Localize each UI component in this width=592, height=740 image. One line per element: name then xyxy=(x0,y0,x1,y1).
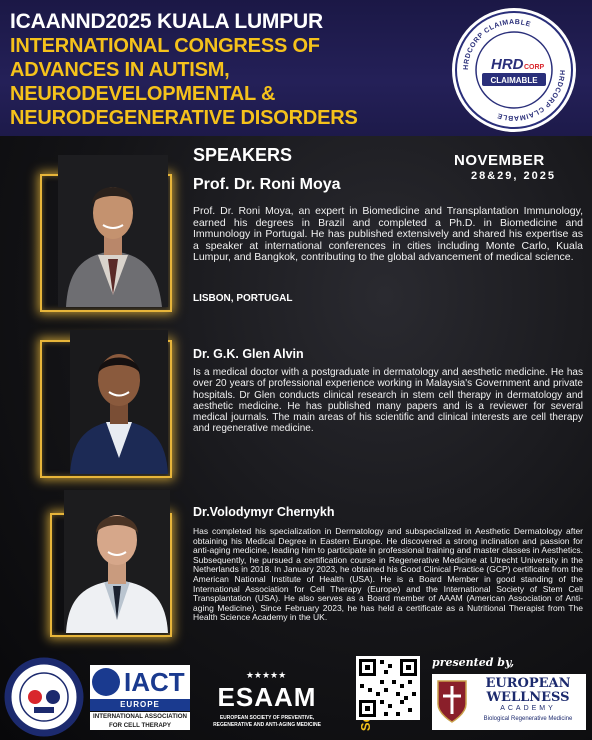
stem-cell-association-seal xyxy=(4,657,84,737)
speaker-location-1: LISBON, PORTUGAL xyxy=(193,293,293,304)
iact-logo xyxy=(90,665,190,733)
esaam-title: ESAAM xyxy=(217,682,317,712)
event-month: NOVEMBER xyxy=(454,152,545,169)
badge-ring-text: HRDCORP CLAIMABLE xyxy=(462,18,532,71)
ew-subtitle: Biological Regenerative Medicine xyxy=(483,716,573,722)
event-title: ICAANND2025 KUALA LUMPUR xyxy=(10,10,323,33)
qr-code[interactable] xyxy=(356,656,420,720)
header-banner xyxy=(0,0,592,136)
presented-by-label: presented by, xyxy=(432,656,515,669)
ew-line1: EUROPEAN xyxy=(485,676,571,691)
iact-subtitle-1: INTERNATIONAL ASSOCIATION xyxy=(90,712,190,721)
event-subtitle-line2: ADVANCES IN AUTISM, xyxy=(10,59,230,81)
speakers-heading: SPEAKERS xyxy=(193,145,293,165)
speaker-photo-volodymyr-chernykh xyxy=(64,490,170,633)
hrdcorp-claimable-badge xyxy=(449,5,579,135)
badge-claimable: CLAIMABLE xyxy=(490,76,538,85)
badge-corp: CORP xyxy=(524,64,545,71)
speaker-photo-glen-alvin xyxy=(70,330,168,474)
badge-hrd: HRD xyxy=(491,56,524,73)
iact-europe: EUROPE xyxy=(90,699,190,711)
event-subtitle-line3: NEURODEVELOPMENTAL & xyxy=(10,83,276,105)
esaam-logo xyxy=(196,662,338,736)
iact-subtitle-2: FOR CELL THERAPY xyxy=(90,721,190,730)
crest-icon xyxy=(435,678,469,724)
speaker-bio-3: Has completed his specialization in Dermatology and subspecialized in Aesthetic Dermatology after obtaining his Medical Degree in Eastern Europe. He discovered a strong inclination and passion for anti-aging medicine, leading him to participate in professional training and master classes in Aesthetics. Subsequently, he pursued a certification course in Regenerative Medicine at Utrecht University in the Netherlands in 2018. In January 2023, he obtained his Good Clinical Practice (GCP) certificate from the American National Institute of Health (USA). He is a Board Member in good standing of the International Association for Cell Therapy (Europe) and the International Society of Stem Cell Transplantation (USA). He also serves as a Board member of AAAM (American Association of Anti-aging Medicine). Since February 2023, he has held a certificate as a Nutritional Therapist from The Health Science Academy in the UK. xyxy=(193,526,583,623)
globe-icon xyxy=(92,668,120,696)
speaker-name-3: Dr.Volodymyr Chernykh xyxy=(193,505,335,519)
speaker-name-1: Prof. Dr. Roni Moya xyxy=(193,176,341,193)
event-subtitle-line4: NEURODEGENERATIVE DISORDERS xyxy=(10,107,358,129)
ew-line3: ACADEMY xyxy=(500,705,556,712)
speaker-name-2: Dr. G.K. Glen Alvin xyxy=(193,347,304,361)
event-days: 28&29, 2025 xyxy=(471,170,556,182)
esaam-subtitle-2: REGENERATIVE AND ANTI-AGING MEDICINE xyxy=(213,722,321,728)
esaam-subtitle-1: EUROPEAN SOCIETY OF PREVENTIVE, xyxy=(219,715,315,721)
iact-title: IACT xyxy=(124,667,185,697)
event-subtitle-line1: INTERNATIONAL CONGRESS OF xyxy=(10,35,320,57)
speaker-bio-1: Prof. Dr. Roni Moya, an expert in Biomedicine and Transplantation Immunology, earned his degrees in Brazil and completed a Ph.D. in Biomedicine and Immunology in Portugal. He has published extensively and shared his expertise as a speaker at international conferences in cities including Monte Carlo, Kuala Lumpur, and Bangkok, contributing to the global advancement of medical science. xyxy=(193,205,583,264)
speaker-photo-roni-moya xyxy=(58,155,168,307)
european-wellness-academy-logo xyxy=(432,674,586,730)
speaker-bio-2: Is a medical doctor with a postgraduate in dermatology and aesthetic medicine. He has over 20 years of professional experience working in Malaysia's Government and private hospitals. Dr Glen conducts clinical research in stem cell therapy in dermatology and aesthetic medicine. He has published many papers and is a reviewer for several medical journals. The main areas of his scientific and clinical interests are cell therapy and regenerative medicine. xyxy=(193,367,583,435)
ew-line2: WELLNESS xyxy=(486,690,570,705)
badge-ring-text-2: HRDCORP CLAIMABLE xyxy=(496,69,566,122)
svg-text:★★★★★: ★★★★★ xyxy=(245,671,287,681)
